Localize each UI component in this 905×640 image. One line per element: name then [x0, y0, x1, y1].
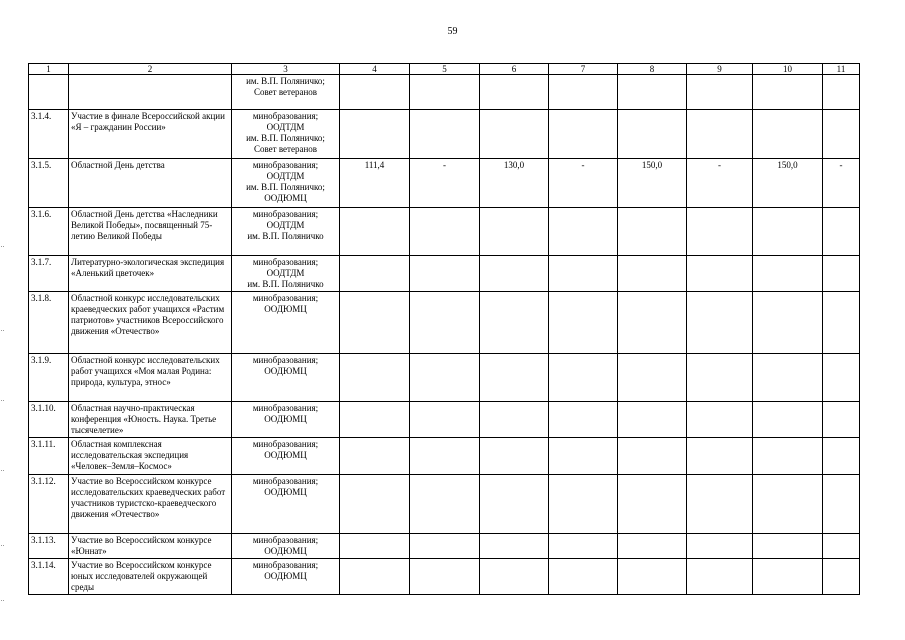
value-cell	[618, 354, 687, 402]
value-cell	[410, 402, 480, 438]
table-row	[29, 159, 860, 208]
executor: минобразования; ООДЮМЦ	[232, 534, 340, 559]
item-number: 3.1.13.	[29, 534, 69, 559]
executor: минобразования; ООДТДМ им. В.П. Поляничко; ООДЮМЦ	[232, 159, 340, 208]
column-header: 6	[480, 64, 549, 75]
value-cell	[687, 559, 753, 595]
value-cell	[618, 534, 687, 559]
item-number: 3.1.9.	[29, 354, 69, 402]
margin-mark	[1, 470, 4, 471]
value-cell	[480, 354, 549, 402]
value-cell	[687, 354, 753, 402]
page-number: 59	[447, 26, 458, 37]
value-cell: 150,0	[618, 159, 687, 208]
value-cell	[480, 75, 549, 110]
value-cell	[687, 256, 753, 292]
event-name: Участие во Всероссийском конкурсе исследовательских краеведческих работ участников туристско-краеведческого движения «Отечество»	[69, 475, 232, 534]
event-name: Областной конкурс исследовательских работ учащихся «Моя малая Родина: природа, культура, этнос»	[69, 354, 232, 402]
value-cell	[753, 256, 823, 292]
event-name: Областная научно-практическая конференция «Юность. Наука. Третье тысячелетие»	[69, 402, 232, 438]
value-cell	[340, 402, 410, 438]
event-name: Участие во Всероссийском конкурсе «Юннат»	[69, 534, 232, 559]
value-cell	[823, 559, 860, 595]
margin-mark	[1, 330, 4, 331]
value-cell	[410, 256, 480, 292]
value-cell	[549, 354, 618, 402]
value-cell	[823, 110, 860, 159]
margin-mark	[1, 246, 4, 247]
value-cell	[340, 438, 410, 475]
item-number: 3.1.5.	[29, 159, 69, 208]
event-name	[69, 75, 232, 110]
executor: минобразования; ООДЮМЦ	[232, 475, 340, 534]
value-cell	[549, 402, 618, 438]
item-number: 3.1.10.	[29, 402, 69, 438]
table-row	[29, 110, 860, 159]
item-number: 3.1.4.	[29, 110, 69, 159]
executor: минобразования; ООДТДМ им. В.П. Поляничко; Совет ветеранов	[232, 110, 340, 159]
table-row	[29, 475, 860, 534]
value-cell	[340, 256, 410, 292]
item-number: 3.1.7.	[29, 256, 69, 292]
value-cell	[549, 208, 618, 256]
value-cell: -	[410, 159, 480, 208]
event-name: Областная комплексная исследовательская экспедиция «Человек–Земля–Космос»	[69, 438, 232, 475]
value-cell	[687, 292, 753, 354]
value-cell	[410, 438, 480, 475]
value-cell	[410, 559, 480, 595]
value-cell	[823, 475, 860, 534]
margin-mark	[1, 400, 4, 401]
value-cell	[340, 75, 410, 110]
event-name: Участие в финале Всероссийской акции «Я – гражданин России»	[69, 110, 232, 159]
value-cell	[687, 110, 753, 159]
table-row	[29, 438, 860, 475]
value-cell	[340, 534, 410, 559]
value-cell	[410, 475, 480, 534]
value-cell	[480, 208, 549, 256]
value-cell: -	[823, 159, 860, 208]
value-cell	[687, 75, 753, 110]
executor: им. В.П. Поляничко; Совет ветеранов	[232, 75, 340, 110]
value-cell	[549, 438, 618, 475]
column-header: 3	[232, 64, 340, 75]
value-cell	[687, 534, 753, 559]
value-cell	[618, 402, 687, 438]
value-cell	[480, 256, 549, 292]
value-cell	[480, 559, 549, 595]
value-cell	[340, 354, 410, 402]
value-cell	[753, 292, 823, 354]
value-cell	[480, 438, 549, 475]
value-cell	[549, 75, 618, 110]
value-cell	[549, 292, 618, 354]
header-row	[29, 64, 860, 75]
value-cell	[753, 559, 823, 595]
value-cell	[753, 475, 823, 534]
value-cell	[549, 534, 618, 559]
column-header: 4	[340, 64, 410, 75]
value-cell	[340, 559, 410, 595]
column-header: 10	[753, 64, 823, 75]
executor: минобразования; ООДТДМ им. В.П. Поляничко	[232, 208, 340, 256]
item-number: 3.1.14.	[29, 559, 69, 595]
value-cell	[823, 292, 860, 354]
event-name: Литературно-экологическая экспедиция «Аленький цветочек»	[69, 256, 232, 292]
value-cell	[410, 110, 480, 159]
value-cell	[340, 208, 410, 256]
executor: минобразования; ООДЮМЦ	[232, 559, 340, 595]
table-row	[29, 534, 860, 559]
table-row	[29, 208, 860, 256]
value-cell	[687, 438, 753, 475]
column-header: 8	[618, 64, 687, 75]
item-number: 3.1.6.	[29, 208, 69, 256]
table-row	[29, 354, 860, 402]
margin-mark	[1, 545, 4, 546]
value-cell	[618, 208, 687, 256]
value-cell	[687, 402, 753, 438]
executor: минобразования; ООДЮМЦ	[232, 354, 340, 402]
value-cell	[618, 256, 687, 292]
value-cell	[753, 354, 823, 402]
value-cell	[753, 110, 823, 159]
value-cell: 150,0	[753, 159, 823, 208]
item-number: 3.1.8.	[29, 292, 69, 354]
executor: минобразования; ООДЮМЦ	[232, 402, 340, 438]
event-name: Областной День детства «Наследники Великой Победы», посвященный 75-летию Великой Победы	[69, 208, 232, 256]
column-header: 7	[549, 64, 618, 75]
value-cell	[618, 438, 687, 475]
value-cell	[823, 75, 860, 110]
value-cell	[618, 75, 687, 110]
item-number: 3.1.11.	[29, 438, 69, 475]
value-cell: -	[687, 159, 753, 208]
value-cell	[753, 438, 823, 475]
table-row	[29, 559, 860, 595]
executor: минобразования; ООДЮМЦ	[232, 438, 340, 475]
value-cell	[410, 354, 480, 402]
column-header: 11	[823, 64, 860, 75]
value-cell	[410, 292, 480, 354]
value-cell	[340, 475, 410, 534]
value-cell	[618, 475, 687, 534]
value-cell	[410, 75, 480, 110]
value-cell	[687, 208, 753, 256]
column-header: 5	[410, 64, 480, 75]
value-cell	[753, 534, 823, 559]
value-cell: 111,4	[340, 159, 410, 208]
item-number	[29, 75, 69, 110]
value-cell	[618, 292, 687, 354]
value-cell	[549, 559, 618, 595]
executor: минобразования; ООДЮМЦ	[232, 292, 340, 354]
value-cell	[480, 110, 549, 159]
value-cell	[618, 110, 687, 159]
column-header: 1	[29, 64, 69, 75]
program-table	[28, 63, 860, 595]
table-row	[29, 75, 860, 110]
value-cell	[823, 208, 860, 256]
column-header: 2	[69, 64, 232, 75]
value-cell	[410, 534, 480, 559]
margin-mark	[1, 600, 4, 601]
value-cell	[410, 208, 480, 256]
value-cell	[480, 292, 549, 354]
value-cell	[823, 354, 860, 402]
value-cell	[549, 110, 618, 159]
event-name: Участие во Всероссийском конкурсе юных исследователей окружающей среды	[69, 559, 232, 595]
value-cell	[753, 75, 823, 110]
value-cell	[549, 475, 618, 534]
executor: минобразования; ООДТДМ им. В.П. Поляничко	[232, 256, 340, 292]
value-cell	[618, 559, 687, 595]
value-cell	[823, 402, 860, 438]
event-name: Областной День детства	[69, 159, 232, 208]
event-name: Областной конкурс исследовательских краеведческих работ учащихся «Растим патриотов» участников Всероссийского движения «Отечество»	[69, 292, 232, 354]
value-cell	[753, 208, 823, 256]
value-cell	[823, 438, 860, 475]
value-cell	[753, 402, 823, 438]
value-cell	[340, 292, 410, 354]
value-cell	[480, 402, 549, 438]
value-cell	[687, 475, 753, 534]
value-cell	[340, 110, 410, 159]
column-header: 9	[687, 64, 753, 75]
value-cell	[549, 256, 618, 292]
value-cell: 130,0	[480, 159, 549, 208]
table-row	[29, 402, 860, 438]
table-row	[29, 292, 860, 354]
value-cell: -	[549, 159, 618, 208]
value-cell	[823, 256, 860, 292]
value-cell	[480, 534, 549, 559]
table-row	[29, 256, 860, 292]
value-cell	[480, 475, 549, 534]
value-cell	[823, 534, 860, 559]
item-number: 3.1.12.	[29, 475, 69, 534]
